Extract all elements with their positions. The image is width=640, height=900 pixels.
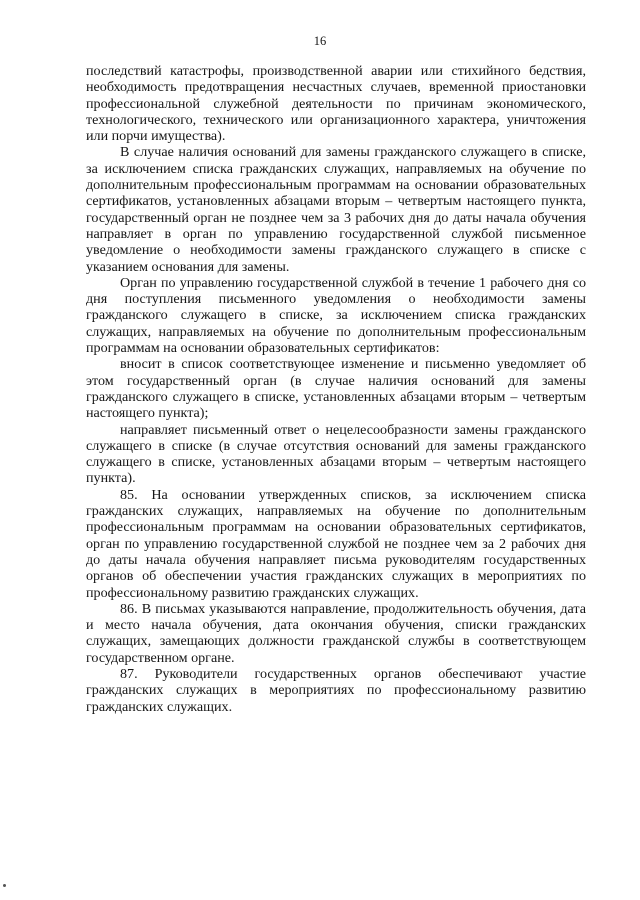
paragraph-authority-response: Орган по управлению государственной службой в течение 1 рабочего дня со дня поступления письменного уведомления о необходимости замены гражданского служащего в списке, за исключением списка гражданских служащих, направляемых на обучение по дополнительным профессиональным программам на основании образовательных сертификатов: — [86, 274, 586, 357]
page-number: 16 — [313, 34, 327, 48]
paragraph-replacement-grounds: В случае наличия оснований для замены гражданского служащего в списке, за исключением списка гражданских служащих, направляемых на обучение по дополнительным профессиональным программам на основании образовательных сертификатов, установленных абзацами вторым – четвертым настоящего пункта, государственный орган не позднее чем за 3 рабочих дня до даты начала обучения направляет в орган по управлению государственной службой письменное уведомление о необходимости замены гражданского служащего в списке с указанием основания для замены. — [86, 144, 586, 275]
paragraph-item-85: 85. На основании утвержденных списков, за исключением списка гражданских служащих, направляемых на обучение по дополнительным профессиональным программам на основании образовательных сертификатов, орган по управлению государственной службой не позднее чем за 2 рабочих дня до даты начала обучения направляет письма руководителям государственных органов об обеспечении участия гражданских служащих в мероприятиях по профессиональному развитию гражданских служащих. — [86, 486, 586, 601]
document-body — [86, 63, 586, 715]
scan-artifact-dot — [3, 884, 6, 887]
paragraph-list-amendment: вносит в список соответствующее изменение и письменно уведомляет об этом государственный орган (в случае наличия оснований для замены гражданского служащего в списке, установленных абзацами вторым – четвертым настоящего пункта); — [86, 356, 586, 422]
paragraph-item-86: 86. В письмах указываются направление, продолжительность обучения, дата и место начала обучения, дата окончания обучения, списки гражданских служащих, замещающих должности гражданской службы в соответствующем государственном органе. — [86, 600, 586, 666]
paragraph-continuation: последствий катастрофы, производственной аварии или стихийного бедствия, необходимость предотвращения несчастных случаев, временной приостановки профессиональной служебной деятельности по причинам экономического, технологического, технического или организационного характера, уничтожения или порчи имущества). — [86, 63, 586, 145]
paragraph-item-87: 87. Руководители государственных органов обеспечивают участие гражданских служащих в мероприятиях по профессиональному развитию гражданских служащих. — [86, 665, 586, 715]
paragraph-refusal-response: направляет письменный ответ о нецелесообразности замены гражданского служащего в списке (в случае отсутствия оснований для замены гражданского служащего в списке, установленных абзацами вторым – четвертым настоящего пункта). — [86, 421, 586, 487]
